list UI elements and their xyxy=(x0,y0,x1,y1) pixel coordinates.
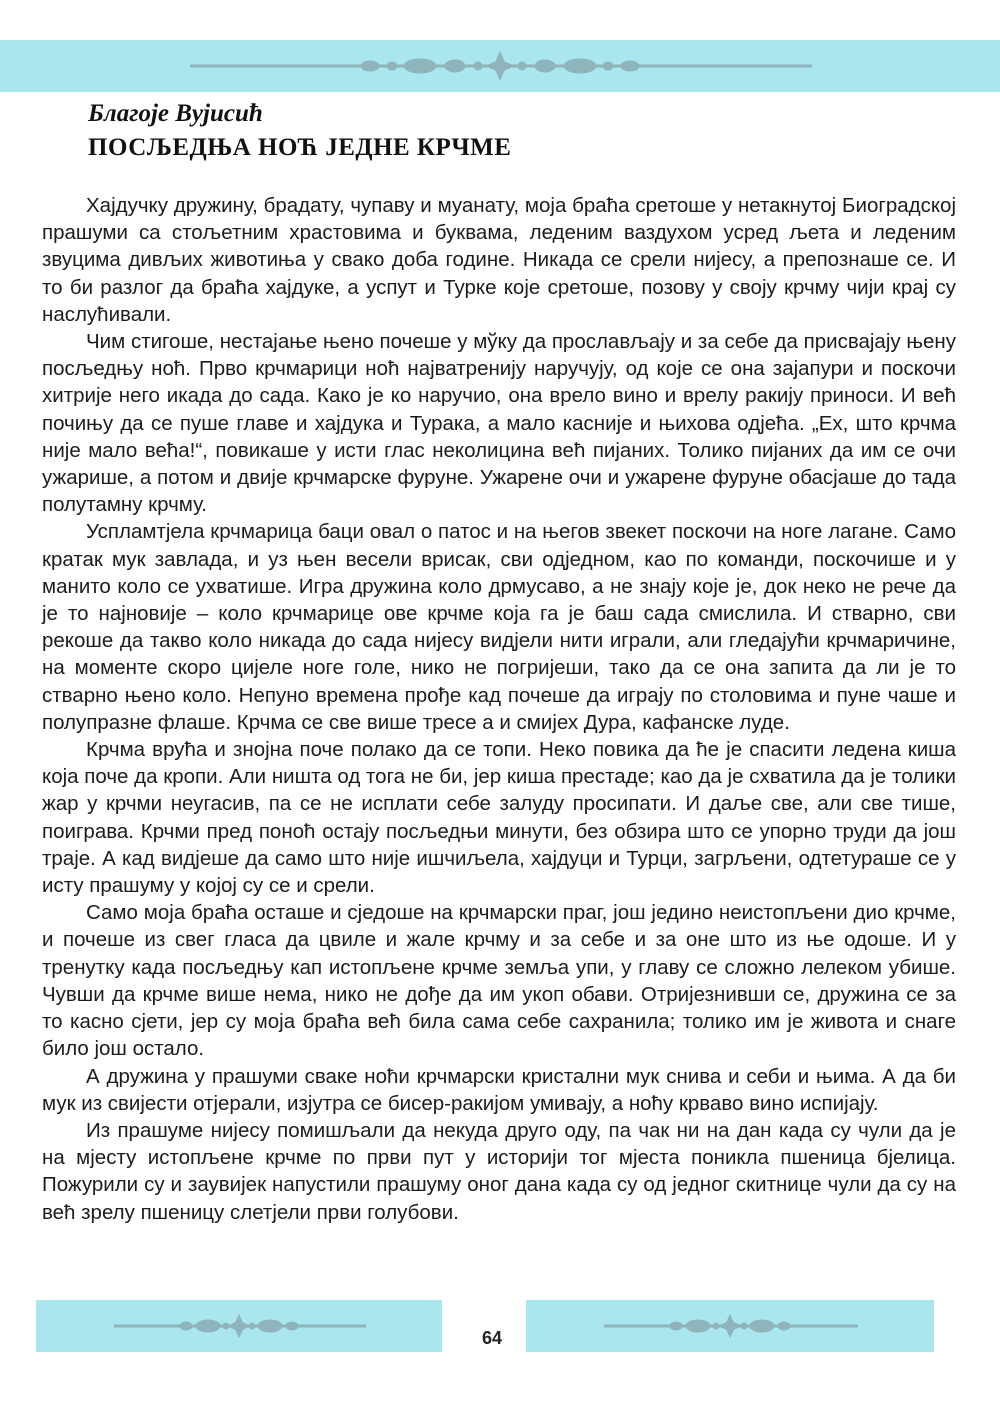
footer-decorative-band-left xyxy=(36,1300,442,1352)
story-title: ПОСЉЕДЊА НОЋ ЈЕДНЕ КРЧМЕ xyxy=(88,134,512,161)
ornament-divider-icon xyxy=(36,1300,442,1352)
page-number: 64 xyxy=(481,1328,503,1348)
ornament-divider-icon xyxy=(526,1300,934,1352)
paragraph: Успламтјела крчмарица баци овал о патос и на његов звекет поскочи на ноге лагане. Само кратак мук завлада, и уз њен весели врисак, сви одједном, као по команди, поскочише и у манито коло се ухватише. Игра дружина коло дрмусаво, а не знају које је, док неко не рече да је то најновије – коло крчмарице ове крчме која га је баш сада смислила. И стварно, сви рекоше да такво коло никада до сада нијесу видјели нити играли, али гледајући крчмаричине, на моменте скоро цијеле ноге голе, нико не погријеши, тако да се она запита да ли је то стварно њено коло. Непуно времена прође кад почеше да играју по столовима и пуне чаше и полупразне флаше. Крчма се све више тресе а и смијех Дура, кафанске луде. xyxy=(42,520,956,734)
ornament-divider-icon xyxy=(0,40,1000,92)
paragraph: Из прашуме нијесу помишљали да некуда друго оду, па чак ни на дан када су чули да је на мјесту истопљене крчме по први пут у историји тог мјеста поникла пшеница бјелица. Пожурили су и заувијек напустили прашуму оног дана када су од једног скитнице чули да су на већ зрелу пшеницу слетјели први голубови. xyxy=(42,1118,956,1224)
header-decorative-band xyxy=(0,40,1000,92)
paragraph: Само моја браћа осташе и сједоше на крчмарски праг, још једино неистопљени дио крчме, и почеше из свег гласа да цвиле и жале крчму и за себе и за оне што из ње одоше. И у тренутку када посљедњу кап истопљене крчме земља упи, у главу се сложно лелеком убише. Чувши да крчме више нема, нико не дође да им укоп обави. Отријезнивши се, дружина се за то касно сјети, јер су моја браћа већ била сама себе сахранила; толико им је живота и снаге било још остало. xyxy=(42,901,956,1061)
paragraph: Хајдучку дружину, брадату, чупаву и муанату, моја браћа сретоше у нетакнутој Биоградској прашуми са стољетним храстовима и буквама, леденим ваздухом усред љета и леденим звуцима дивљих животиња у свако доба године. Никада се срели нијесу, а препознаше се. И то би разлог да браћа хајдуке, а успут и Турке које сретоше, позову у своју крчму чији крај су наслућивали. xyxy=(42,194,956,326)
paragraph: Чим стигоше, нестајање њено почеше у мўку да прослављају и за себе да присвајају њену посљедњу ноћ. Прво крчмарици ноћ најватренију наручују, од које се она зајапури и поскочи хитрије него икада до сада. Како је ко наручио, она врело вино и врелу ракију приноси. И већ почињу да се пуше главе и хајдука и Турака, а мало касније и њихова одјећа. „Ех, што крчма није мало већа!“, повикаше у исти глас неколицина већ пијаних. Толико пијаних да им се очи ужарише, а потом и двије крчмарске фуруне. Ужарене очи и ужарене фуруне обасјаше до тада полутамну крчму. xyxy=(42,330,956,517)
paragraph: Крчма врућа и знојна поче полако да се топи. Неко повика да ће је спасити ледена киша која поче да кропи. Али ништа од тога не би, јер киша престаде; као да је схватила да је толики жар у крчми неугасив, па се не исплати себе залуду просипати. И даље све, али све тише, поиграва. Крчми пред поноћ остају посљедњи минути, без обзира што се упорно труди да још траје. А кад видјеше да само што није ишчиљела, хајдуци и Турци, загрљени, одтетураше се у исту прашуму у којој су се и срели. xyxy=(42,738,956,898)
story-body xyxy=(42,192,956,1226)
paragraph: А дружина у прашуми сваке ноћи крчмарски кристални мук снива и себи и њима. А да би мук из свијести отјерали, изјутра се бисер-ракијом умивају, а ноћу крваво вино испијају. xyxy=(42,1064,956,1115)
footer-decorative-band-right xyxy=(526,1300,934,1352)
author-name: Благоје Вујисић xyxy=(88,100,263,127)
